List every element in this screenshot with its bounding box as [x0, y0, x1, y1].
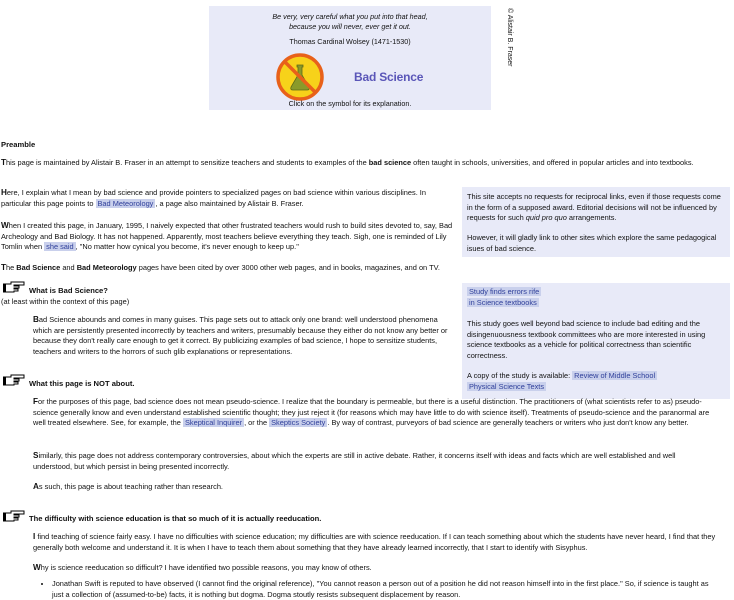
- what-is-heading: What is Bad Science?: [29, 286, 108, 295]
- link-policy-text: This site accepts no requests for reciprocal links, even if those requests come in the form of a supposed award. Editorial decisions will not be influenced by requests for such quid pro quo arrangements.: [467, 192, 721, 223]
- not-about-paragraph-3: As such, this page is about teaching rather than research.: [33, 482, 223, 491]
- what-is-paragraph: Bad Science abounds and comes in many guises. This page sets out to attack only one brand: well understood phenomena which are persistently presented incorrectly by teachers and writers, presumably because they either do not know any better or because they don't really care enough to get it correct. By publicizing examples of bad science, I hope to sensitize students, teachers and writers to the horrors of such glib explanations or representations.: [33, 315, 448, 356]
- not-about-heading: What this page is NOT about.: [29, 379, 135, 388]
- textbook-study-box: [462, 283, 730, 399]
- preamble-paragraph-3: When I created this page, in January, 1995, I naively expected that other frustrated teachers would rush to build sites devoted to, say, Bad Archeology and Bad Biology. It has not happened. Apparently, most teachers believe everything they teach. Sigh, one is reminded of Lily Tomlin when she said , "No matter how cynical you become, it's never enough to keep up.": [1, 221, 453, 252]
- epigraph-quote: Be very, very careful what you put into that head, because you will never, ever get it out.: [272, 12, 428, 32]
- bad-meteorology-link[interactable]: Bad Meteorology: [97, 198, 154, 208]
- science-textbooks-link[interactable]: in Science textbooks: [469, 297, 537, 307]
- site-title: Bad Science: [354, 70, 424, 84]
- preamble-paragraph-4: The Bad Science and Bad Meteorology pages have been cited by over 3000 other web pages, and in books, magazines, and on TV.: [1, 263, 440, 272]
- not-about-paragraph-2: Similarly, this page does not address contemporary controversies, about which the experts are still in active debate. Rather, it concerns itself with ideas and facts which are well established and well understood, but which persist in being presented incorrectly.: [33, 451, 676, 471]
- link-policy-box: [462, 187, 730, 257]
- pointing-hand-icon: [3, 510, 25, 522]
- pointing-hand-icon: [3, 374, 25, 386]
- copyright-notice: © Alistair B. Fraser: [506, 8, 513, 67]
- bad-science-logo-icon[interactable]: [276, 53, 324, 101]
- difficulty-paragraph-2: Why is science reeducation so difficult? I have identified two possible reasons, you may know of others.: [33, 563, 372, 572]
- what-is-subheading: (at least within the context of this page): [1, 297, 130, 306]
- skeptical-inquirer-link[interactable]: Skeptical Inquirer: [184, 418, 243, 428]
- reasons-list: [38, 579, 718, 600]
- preamble-heading: Preamble: [1, 140, 36, 149]
- physical-science-texts-link[interactable]: Physical Science Texts: [469, 381, 545, 391]
- study-description: This study goes well beyond bad science to include bad editing and the disingenuousness textbook committees who are more interested in using science textbooks as a vehicle for political correctness than scientific correctness.: [467, 319, 706, 360]
- difficulty-paragraph-1: I find teaching of science fairly easy. I have no difficulties with science education; my difficulties are with science reeducation. If I can teach something about which the students have never heard, I find that they generally both welcome and understand it. It is when I have to teach them about something that they have already learned incorrectly, that I start to identify with Sisyphus.: [33, 532, 716, 552]
- study-finds-errors-link[interactable]: Study finds errors rife: [469, 287, 540, 296]
- epigraph-attribution: Thomas Cardinal Wolsey (1471-1530): [289, 37, 411, 46]
- review-middle-school-link[interactable]: Review of Middle School: [574, 371, 656, 380]
- link-policy-note: However, it will gladly link to other sites which explore the same pedagogical isues of bad science.: [467, 233, 717, 253]
- header-banner: [209, 6, 491, 110]
- pointing-hand-icon: [3, 281, 25, 293]
- logo-caption: Click on the symbol for its explanation.: [288, 99, 412, 108]
- she-said-link[interactable]: she said: [46, 242, 74, 252]
- list-item: • Jonathan Swift is reputed to have observed (I cannot find the original reference), "You cannot reason a person out of a position he did not reason himself into in the first place." So, if science is taught as just a collection of (assumed-to-be) facts, it is nothing but dogma. Dogma stoutly resists subsequent displacement by reason.: [52, 579, 718, 600]
- difficulty-heading: The difficulty with science education is that so much of it is actually reeducation.: [29, 514, 322, 523]
- study-availability: A copy of the study is available: Review of Middle School Physical Science Texts: [467, 371, 656, 391]
- not-about-paragraph-1: For the purposes of this page, bad science does not mean pseudo-science. I realize that the boundary is permeable, but there is a useful distinction. The practitioners of (what scientists refer to as) pseudo-science generally know and even understand established scientific thought; they just reject it (for reasons which may have little to do with science itself). Treatments of pseudo-science and the paranormal are well treated elsewhere. See, for example, the Skeptical Inquirer , or the Skeptics Society . By way of contrast, purveyors of bad science are generally teachers or writers who just don't know any better.: [33, 397, 710, 428]
- preamble-paragraph-2: Here, I explain what I mean by bad science and provide pointers to specialized pages on bad science within various disciplines. In particular this page points to Bad Meteorology , a page also maintained by Alistair B. Fraser.: [1, 188, 426, 208]
- preamble-paragraph-1: This page is maintained by Alistair B. Fraser in an attempt to sensitize teachers and students to examples of the bad science often taught in schools, universities, and offered in popular articles and into textbooks.: [1, 158, 694, 167]
- skeptics-society-link[interactable]: Skeptics Society: [271, 418, 326, 428]
